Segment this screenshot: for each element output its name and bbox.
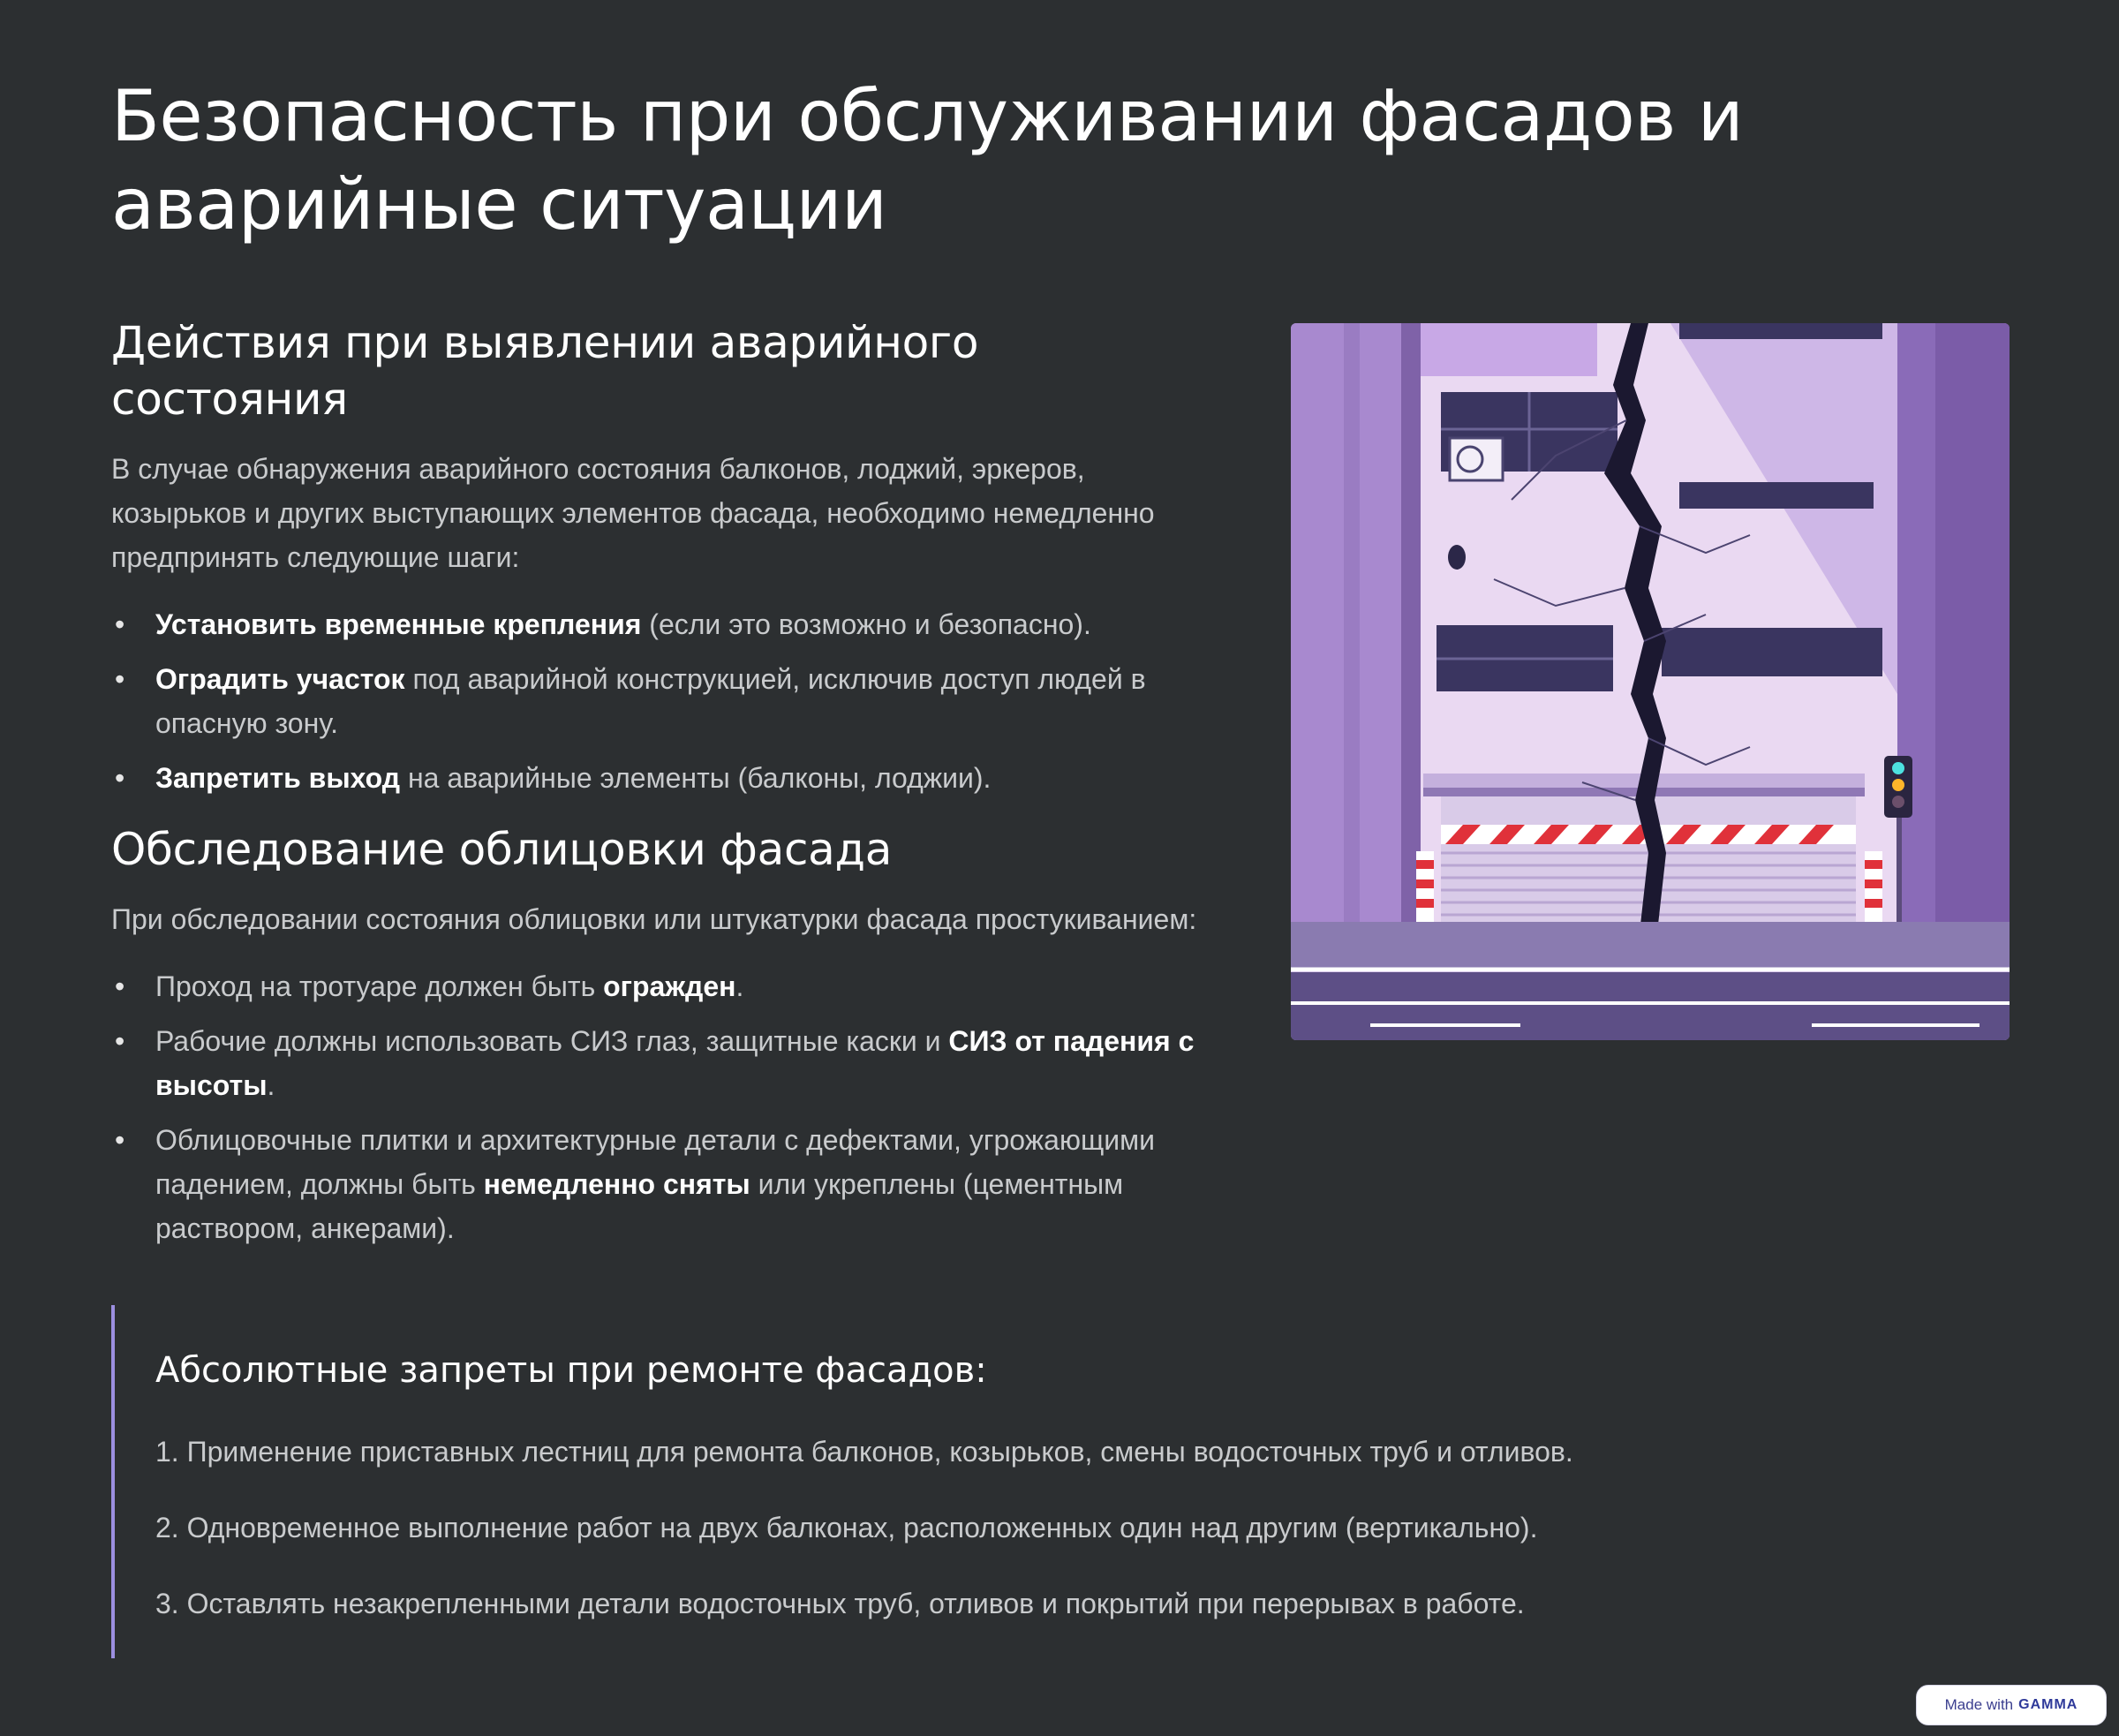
- list-item-emphasis: немедленно сняты: [483, 1168, 750, 1200]
- bullet-icon: •: [115, 970, 125, 1002]
- list-item: [111, 657, 1224, 745]
- list-item: [111, 1019, 1224, 1107]
- list-item-emphasis: огражден: [603, 970, 736, 1002]
- list-item: 1. Применение приставных лестниц для ремонта балконов, козырьков, смены водосточных труб и отливов.: [155, 1436, 1573, 1468]
- made-with-gamma-badge[interactable]: [1916, 1685, 2107, 1725]
- page-title: Безопасность при обслуживании фасадов и аварийные ситуации: [111, 75, 1744, 245]
- list-item-text: Проход на тротуаре должен быть: [155, 970, 604, 1002]
- list-item: [111, 602, 1224, 646]
- hero-illustration: [1291, 323, 2010, 1040]
- list-item: 2. Одновременное выполнение работ на двух балконах, расположенных один над другим (вертикально).: [155, 1512, 1538, 1544]
- list-item: [111, 1118, 1224, 1250]
- list-item: 3. Оставлять незакрепленными детали водосточных труб, отливов и покрытий при перерывах в работе.: [155, 1588, 1525, 1619]
- list-item-text: Рабочие должны использовать СИЗ глаз, защитные каски и: [155, 1025, 949, 1057]
- section-heading-emergency-actions: Действия при выявлении аварийного состояния: [111, 317, 979, 425]
- badge-prefix: Made with: [1944, 1696, 2014, 1713]
- bullet-list-emergency-actions: [111, 602, 1224, 800]
- prohibitions-list: [155, 1430, 1573, 1658]
- list-item-text: под аварийной конструкцией, исключив доступ людей в опасную зону.: [155, 663, 1146, 739]
- list-item-text: на аварийные элементы (балконы, лоджии).: [400, 762, 992, 794]
- list-item-emphasis: Запретить выход: [155, 762, 401, 794]
- bullet-list-facade-inspection: [111, 964, 1224, 1250]
- bullet-icon: •: [115, 1025, 125, 1057]
- list-item-text: Облицовочные плитки и архитектурные детали с дефектами, угрожающими падением, должны быть: [155, 1124, 1156, 1200]
- section-paragraph-facade-inspection: При обследовании состояния облицовки или штукатурки фасада простукиванием:: [111, 903, 1197, 935]
- list-item-text: .: [267, 1069, 275, 1101]
- list-item-emphasis: Установить временные крепления: [155, 608, 642, 640]
- list-item-text: (если это возможно и безопасно).: [641, 608, 1091, 640]
- list-item: [111, 756, 1224, 800]
- prohibitions-callout: [111, 1305, 1792, 1658]
- bullet-icon: •: [115, 608, 125, 640]
- section-heading-facade-inspection: Обследование облицовки фасада: [111, 824, 893, 875]
- list-item-emphasis: СИЗ от падения с высоты: [155, 1025, 1195, 1101]
- list-item-text: или укреплены (цементным раствором, анкерами).: [155, 1168, 1124, 1244]
- cracked-facade-illustration: [1291, 323, 2010, 1040]
- list-item: [111, 964, 1224, 1008]
- bullet-icon: •: [115, 1124, 125, 1156]
- section-paragraph-emergency-actions: В случае обнаружения аварийного состояния балконов, лоджий, эркеров, козырьков и других выступающих элементов фасада, необходимо немедленно предпринять следующие шаги:: [111, 453, 1155, 573]
- callout-title: Абсолютные запреты при ремонте фасадов:: [155, 1350, 987, 1391]
- list-item-emphasis: Оградить участок: [155, 663, 405, 695]
- bullet-icon: •: [115, 663, 125, 695]
- bullet-icon: •: [115, 762, 125, 794]
- content-column: [111, 314, 1224, 1261]
- gamma-logo: GAMMA: [2018, 1697, 2078, 1712]
- list-item-text: .: [735, 970, 744, 1002]
